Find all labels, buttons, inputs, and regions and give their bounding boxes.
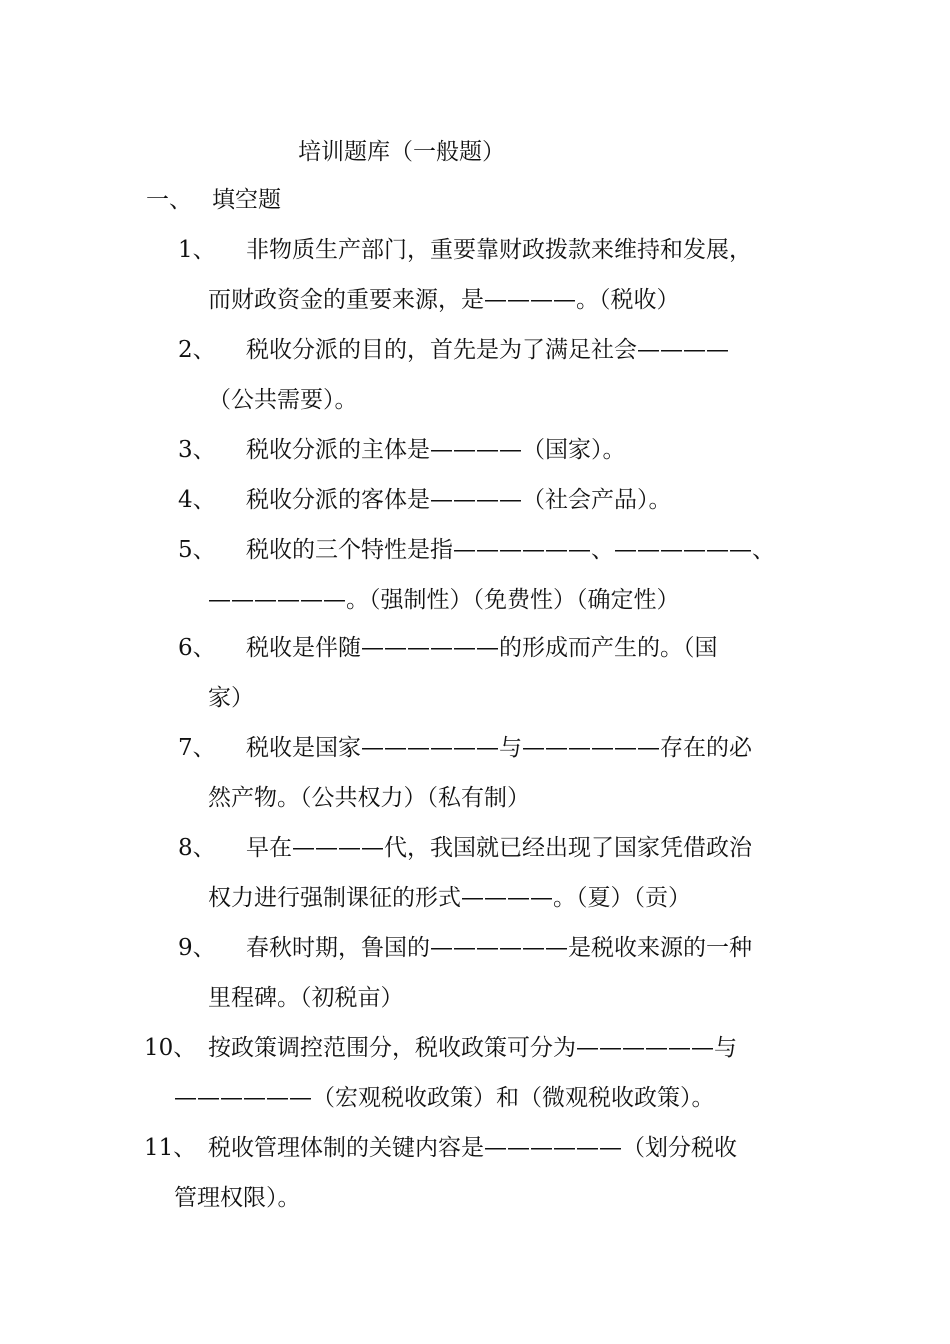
question-number: 9、	[178, 935, 216, 961]
question-text: 税收管理体制的关键内容是——————（划分税收	[208, 1135, 737, 1161]
question-text: 而财政资金的重要来源，是————。（税收）	[208, 287, 680, 313]
question-text: 税收是伴随——————的形成而产生的。（国	[246, 635, 718, 661]
question-number: 3、	[178, 437, 216, 463]
question-number: 11、	[144, 1135, 197, 1161]
question-text: 税收分派的目的，首先是为了满足社会————	[246, 337, 729, 363]
question-text: ——————（宏观税收政策）和（微观税收政策）。	[174, 1085, 715, 1111]
question-number: 6、	[178, 635, 216, 661]
question-text: 税收分派的主体是————（国家）。	[246, 437, 626, 463]
question-number: 5、	[178, 537, 216, 563]
question-text: 按政策调控范围分，税收政策可分为——————与	[208, 1035, 737, 1061]
question-text: 早在————代，我国就已经出现了国家凭借政治	[246, 835, 752, 861]
question-text: 然产物。（公共权力）（私有制）	[208, 785, 530, 811]
question-number: 8、	[178, 835, 216, 861]
question-number: 10、	[144, 1035, 197, 1061]
question-text: （公共需要）。	[208, 387, 358, 413]
section-heading	[146, 182, 281, 218]
question-number: 4、	[178, 487, 216, 513]
question-text: 权力进行强制课征的形式————。（夏）（贡）	[208, 885, 691, 911]
question-text: 税收分派的客体是————（社会产品）。	[246, 487, 672, 513]
question-text: 里程碑。（初税亩）	[208, 985, 404, 1011]
question-number: 1、	[178, 237, 216, 263]
question-number: 7、	[178, 735, 216, 761]
question-text: 管理权限）。	[174, 1185, 301, 1211]
question-text: 税收的三个特性是指——————、——————、	[246, 537, 775, 563]
question-text: 非物质生产部门，重要靠财政拨款来维持和发展，	[246, 237, 752, 263]
question-text: ——————。（强制性）（免费性）（确定性）	[208, 587, 680, 613]
question-number: 2、	[178, 337, 216, 363]
section-label: 填空题	[212, 187, 281, 213]
question-text: 税收是国家——————与——————存在的必	[246, 735, 752, 761]
question-text: 家）	[208, 685, 254, 711]
question-text: 春秋时期，鲁国的——————是税收来源的一种	[246, 935, 752, 961]
page-title: 培训题库（一般题）	[298, 139, 505, 165]
section-number: 一、	[146, 187, 192, 213]
